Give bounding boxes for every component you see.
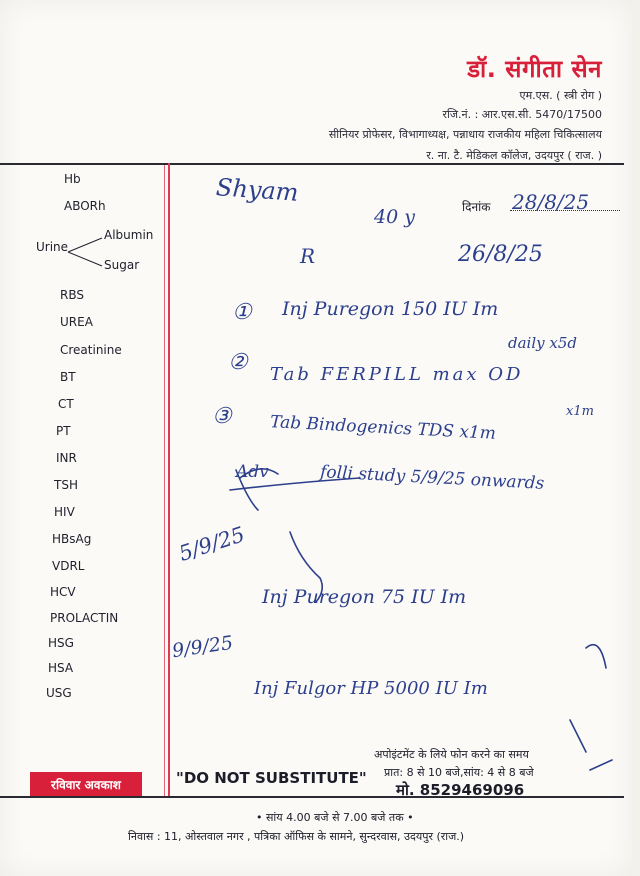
rx-line-1: Inj Puregon 150 IU Im — [282, 298, 499, 320]
test-item: Creatinine — [60, 343, 122, 357]
date-label: दिनांक — [462, 200, 491, 214]
test-item: RBS — [60, 288, 84, 302]
rx-follicle-study: folli study 5/9/25 onwards — [319, 462, 545, 494]
rx-line-1b: daily x5d — [508, 334, 577, 352]
rx-line-4: Inj Puregon 75 IU Im — [262, 586, 467, 608]
rx-symbol-icon: R — [300, 244, 316, 268]
test-item: BT — [60, 370, 76, 384]
doctor-name: डॉ. संगीता सेन — [467, 55, 602, 83]
rx-line-5: Inj Fulgor HP 5000 IU Im — [254, 678, 488, 699]
residence-address: निवास : 11, ओस्तवाल नगर , पत्रिका ऑफिस के सामने, सुन्दरवास, उदयपुर (राज.) — [128, 830, 465, 843]
rx-line-2b: x1m — [566, 404, 594, 419]
test-item: ABORh — [64, 199, 106, 213]
test-item: VDRL — [52, 559, 85, 573]
rx-number-2: ② — [228, 350, 248, 375]
test-item: PROLACTIN — [50, 611, 119, 625]
test-item: HCV — [50, 585, 76, 599]
test-item: HBsAg — [52, 532, 92, 546]
evening-hours: • सांय 4.00 बजे से 7.00 बजे तक • — [256, 811, 414, 824]
test-item: UREA — [60, 315, 93, 329]
doctor-registration: रजि.नं. : आर.एस.सी. 5470/17500 — [442, 108, 602, 121]
test-item: CT — [58, 397, 74, 411]
urine-label: Urine — [36, 240, 69, 254]
urine-albumin: Albumin — [104, 228, 154, 242]
doctor-designation: सीनियर प्रोफेसर, विभागाध्यक्ष, पन्नाधाय राजकीय महिला चिकित्सालय — [328, 128, 602, 141]
test-item: HSG — [48, 636, 74, 650]
rx-line-3: Tab Bindogenics TDS x1m — [269, 412, 497, 444]
patient-age: 40 y — [374, 206, 415, 228]
test-item: PT — [56, 424, 71, 438]
do-not-substitute: "DO NOT SUBSTITUTE" — [176, 769, 367, 787]
doctor-college: र. ना. टै. मेडिकल कॉलेज, उदयपुर ( राज. ) — [426, 149, 602, 162]
appointment-timing: प्रात: 8 से 10 बजे,सांय: 4 से 8 बजे — [384, 766, 534, 779]
rx-date: 28/8/25 — [512, 190, 590, 214]
doctor-qualification: एम.एस. ( स्त्री रोग ) — [519, 89, 602, 102]
test-item: USG — [46, 686, 72, 700]
test-item: HSA — [48, 661, 74, 675]
rx-date-3: 9/9/25 — [170, 631, 235, 663]
rx-line-2: Tab FERPILL max OD — [270, 364, 524, 385]
test-item: TSH — [54, 478, 78, 492]
test-item: INR — [56, 451, 77, 465]
rx-date-2: 5/9/25 — [175, 522, 248, 566]
patient-name: Shyam — [215, 173, 300, 207]
rx-number-3: ③ — [212, 404, 232, 429]
rx-advice: Adv — [236, 462, 269, 482]
lmp-date: 26/8/25 — [458, 242, 543, 267]
mobile-number: मो. 8529469096 — [396, 781, 525, 799]
appointment-note: अपोइंटमेंट के लिये फोन करने का समय — [374, 748, 529, 761]
rx-number-1: ① — [232, 300, 252, 325]
holiday-badge: रविवार अवकाश — [30, 772, 142, 796]
urine-sugar: Sugar — [104, 258, 140, 272]
test-item: HIV — [54, 505, 75, 519]
test-item: Hb — [64, 172, 81, 186]
